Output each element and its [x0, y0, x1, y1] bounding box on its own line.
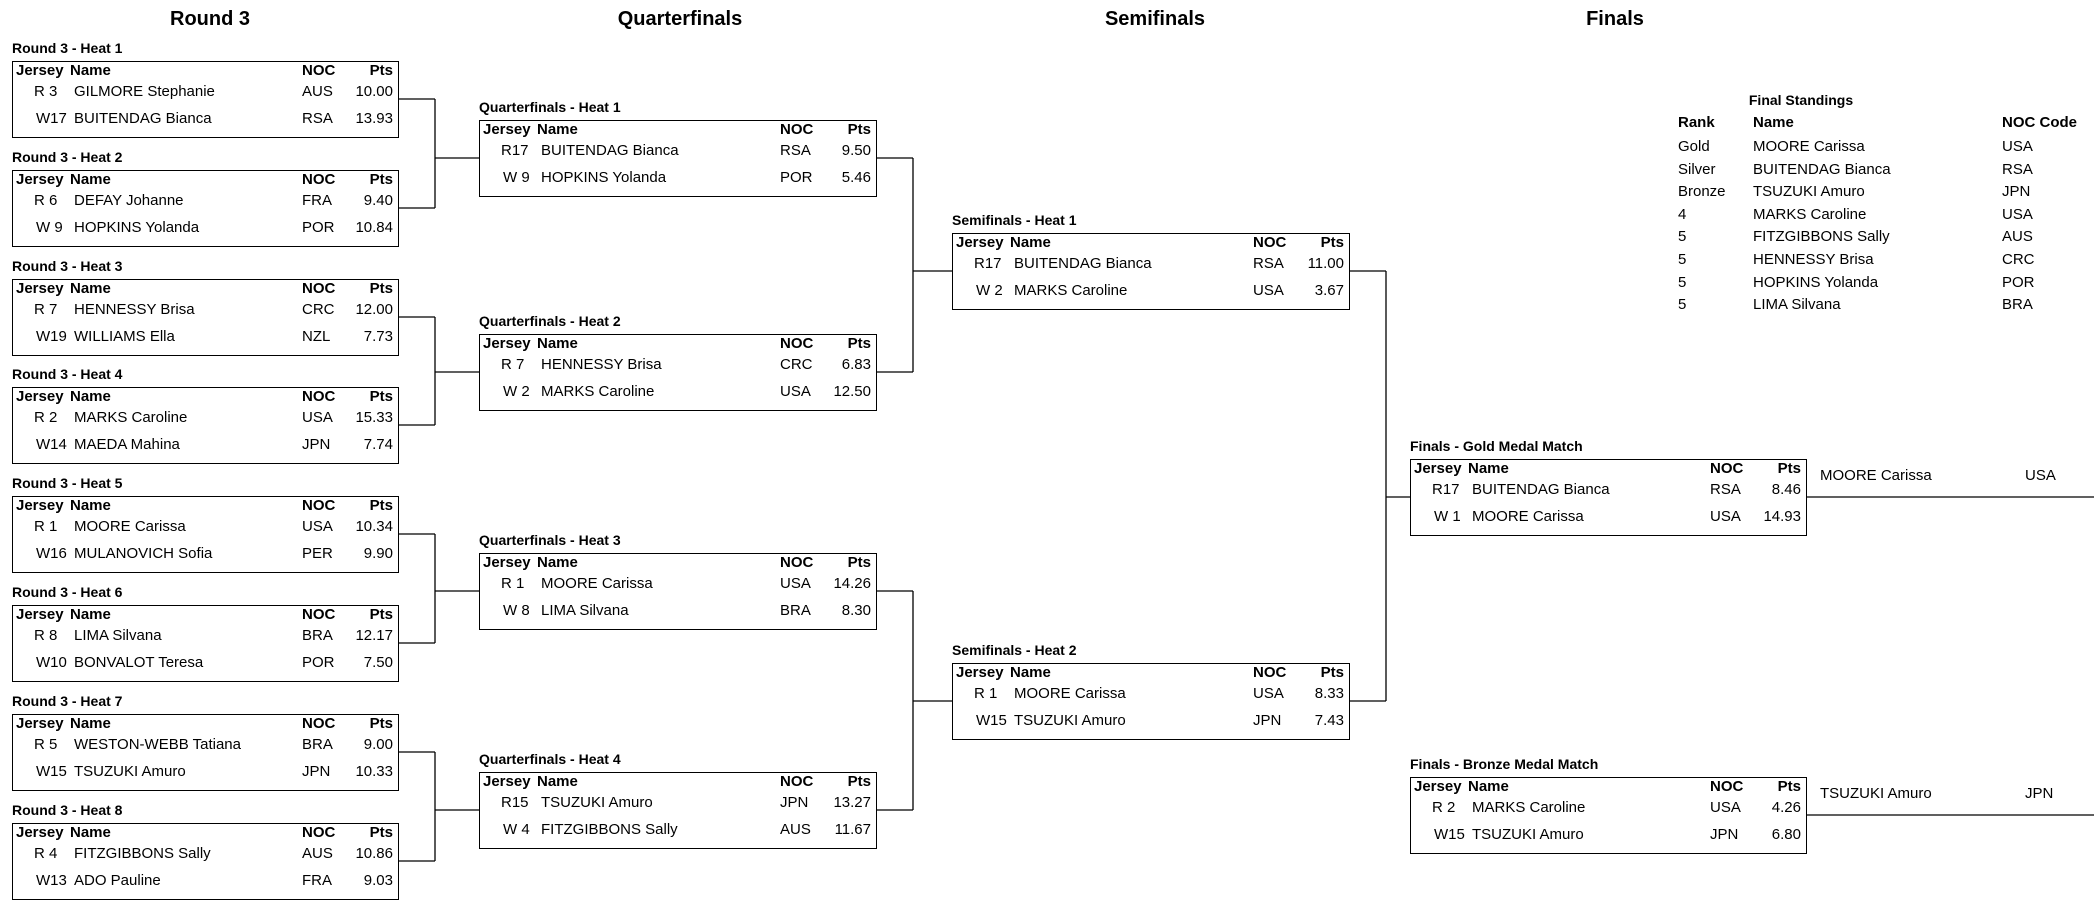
noc-header: NOC	[302, 715, 336, 732]
heat-title: Finals - Bronze Medal Match	[1410, 756, 1599, 772]
heat-title: Round 3 - Heat 8	[12, 802, 123, 818]
jersey-header: Jersey	[1414, 778, 1462, 795]
standings-rank-cell: 5	[1678, 296, 1687, 314]
heat-title: Finals - Gold Medal Match	[1410, 438, 1583, 454]
jersey-header: Jersey	[483, 554, 531, 571]
pts-header: Pts	[1777, 460, 1801, 477]
athlete-name-cell: BUITENDAG Bianca	[1472, 481, 1610, 498]
jersey-cell: R 1	[974, 685, 998, 702]
noc-cell: POR	[780, 169, 813, 186]
jersey-cell: W15	[976, 712, 1007, 729]
noc-cell: JPN	[780, 794, 809, 811]
jersey-cell: W17	[36, 110, 67, 127]
standings-noc-cell: AUS	[2002, 228, 2033, 246]
bronze-winner-noc: JPN	[2025, 785, 2054, 802]
athlete-name-cell: MOORE Carissa	[1472, 508, 1584, 525]
noc-cell: BRA	[302, 627, 333, 644]
standings-rank-header: Rank	[1678, 114, 1715, 131]
noc-cell: USA	[302, 518, 333, 535]
pts-header: Pts	[369, 62, 393, 79]
athlete-name-cell: HOPKINS Yolanda	[74, 219, 200, 236]
jersey-cell: W 4	[503, 821, 530, 838]
pts-header: Pts	[369, 824, 393, 841]
noc-header: NOC	[1710, 460, 1744, 477]
pts-header: Pts	[369, 171, 393, 188]
noc-cell: POR	[302, 219, 335, 236]
noc-header: NOC	[1253, 664, 1287, 681]
heat-title: Round 3 - Heat 6	[12, 584, 123, 600]
jersey-header: Jersey	[483, 335, 531, 352]
points-cell: 13.27	[833, 794, 871, 811]
standings-name-cell: HENNESSY Brisa	[1753, 251, 1874, 268]
name-header: Name	[70, 715, 111, 732]
points-cell: 7.73	[363, 328, 393, 345]
points-cell: 6.83	[841, 356, 871, 373]
noc-cell: PER	[302, 545, 333, 562]
athlete-name-cell: WILLIAMS Ella	[74, 328, 175, 345]
noc-cell: AUS	[780, 821, 811, 838]
pts-header: Pts	[369, 497, 393, 514]
athlete-name-cell: MARKS Caroline	[74, 409, 188, 426]
pts-header: Pts	[369, 280, 393, 297]
jersey-header: Jersey	[16, 171, 64, 188]
noc-cell: JPN	[302, 436, 331, 453]
points-cell: 9.40	[363, 192, 393, 209]
points-cell: 13.93	[355, 110, 393, 127]
jersey-cell: W13	[36, 872, 67, 889]
noc-cell: FRA	[302, 192, 332, 209]
athlete-name-cell: DEFAY Johanne	[74, 192, 184, 209]
athlete-name-cell: ADO Pauline	[74, 872, 161, 889]
jersey-header: Jersey	[16, 824, 64, 841]
athlete-name-cell: BUITENDAG Bianca	[541, 142, 679, 159]
standings-name-header: Name	[1753, 114, 1794, 131]
points-cell: 9.90	[363, 545, 393, 562]
standings-noc-cell: BRA	[2002, 296, 2033, 314]
standings-name-cell: FITZGIBBONS Sally	[1753, 228, 1890, 246]
quarterfinals-column-title: Quarterfinals	[617, 8, 743, 30]
athlete-name-cell: FITZGIBBONS Sally	[541, 821, 678, 838]
jersey-cell: R 7	[34, 301, 58, 318]
name-header: Name	[70, 497, 111, 514]
heat-title: Round 3 - Heat 5	[12, 475, 123, 491]
jersey-cell: R 1	[34, 518, 58, 535]
jersey-cell: R 3	[34, 83, 58, 100]
noc-cell: POR	[302, 654, 335, 671]
standings-title: Final Standings	[1748, 92, 1854, 108]
standings-rank-cell: Silver	[1678, 160, 1716, 178]
jersey-cell: R 1	[501, 575, 525, 592]
noc-cell: RSA	[1253, 255, 1284, 272]
points-cell: 10.86	[355, 845, 393, 862]
heat-title: Quarterfinals - Heat 1	[479, 99, 621, 115]
athlete-name-cell: GILMORE Stephanie	[74, 83, 215, 100]
points-cell: 15.33	[355, 409, 393, 426]
athlete-name-cell: TSUZUKI Amuro	[74, 763, 186, 780]
heat-title: Quarterfinals - Heat 2	[479, 313, 621, 329]
noc-header: NOC	[302, 388, 336, 405]
athlete-name-cell: MARKS Caroline	[1472, 799, 1586, 816]
noc-cell: CRC	[780, 356, 813, 373]
noc-header: NOC	[780, 335, 814, 352]
standings-rank-cell: 5	[1678, 251, 1687, 268]
standings-name-cell: LIMA Silvana	[1753, 296, 1841, 314]
points-cell: 10.34	[355, 518, 393, 535]
noc-cell: RSA	[1710, 481, 1741, 498]
pts-header: Pts	[847, 335, 871, 352]
noc-header: NOC	[302, 497, 336, 514]
points-cell: 9.00	[363, 736, 393, 753]
name-header: Name	[70, 824, 111, 841]
jersey-cell: W 2	[976, 282, 1003, 299]
name-header: Name	[537, 335, 578, 352]
jersey-header: Jersey	[16, 280, 64, 297]
jersey-cell: W 1	[1434, 508, 1461, 525]
jersey-header: Jersey	[16, 388, 64, 405]
jersey-cell: R 5	[34, 736, 58, 753]
noc-cell: FRA	[302, 872, 332, 889]
jersey-cell: R 2	[34, 409, 58, 426]
noc-header: NOC	[780, 773, 814, 790]
points-cell: 9.50	[841, 142, 871, 159]
standings-noc-cell: POR	[2002, 273, 2035, 291]
jersey-cell: R17	[501, 142, 529, 159]
points-cell: 11.00	[1307, 255, 1344, 272]
standings-name-cell: BUITENDAG Bianca	[1753, 160, 1891, 178]
name-header: Name	[537, 773, 578, 790]
name-header: Name	[70, 606, 111, 623]
jersey-header: Jersey	[16, 62, 64, 79]
noc-cell: JPN	[1253, 712, 1282, 729]
pts-header: Pts	[847, 554, 871, 571]
jersey-header: Jersey	[1414, 460, 1462, 477]
bronze-winner-name: TSUZUKI Amuro	[1820, 785, 1932, 802]
points-cell: 14.26	[833, 575, 871, 592]
jersey-cell: R 6	[34, 192, 58, 209]
standings-name-cell: TSUZUKI Amuro	[1753, 183, 1865, 201]
heat-title: Semifinals - Heat 2	[952, 642, 1077, 658]
points-cell: 12.00	[355, 301, 393, 318]
jersey-header: Jersey	[16, 606, 64, 623]
noc-cell: USA	[1710, 508, 1741, 525]
jersey-cell: W16	[36, 545, 67, 562]
jersey-header: Jersey	[956, 664, 1004, 681]
athlete-name-cell: MOORE Carissa	[1014, 685, 1126, 702]
heat-title: Round 3 - Heat 1	[12, 40, 123, 56]
jersey-header: Jersey	[956, 234, 1004, 251]
pts-header: Pts	[369, 715, 393, 732]
noc-cell: NZL	[302, 328, 331, 345]
points-cell: 7.74	[363, 436, 393, 453]
points-cell: 7.43	[1314, 712, 1344, 729]
athlete-name-cell: FITZGIBBONS Sally	[74, 845, 211, 862]
points-cell: 12.50	[833, 383, 871, 400]
noc-header: NOC	[302, 824, 336, 841]
name-header: Name	[1468, 460, 1509, 477]
noc-header: NOC	[780, 554, 814, 571]
athlete-name-cell: BUITENDAG Bianca	[1014, 255, 1152, 272]
name-header: Name	[1010, 664, 1051, 681]
name-header: Name	[1010, 234, 1051, 251]
noc-cell: AUS	[302, 83, 333, 100]
noc-cell: BRA	[780, 602, 811, 619]
points-cell: 14.93	[1763, 508, 1801, 525]
noc-cell: USA	[780, 383, 811, 400]
athlete-name-cell: TSUZUKI Amuro	[1014, 712, 1126, 729]
athlete-name-cell: WESTON-WEBB Tatiana	[74, 736, 241, 753]
noc-cell: USA	[1253, 282, 1284, 299]
standings-noc-cell: CRC	[2002, 251, 2035, 268]
athlete-name-cell: MOORE Carissa	[541, 575, 653, 592]
jersey-cell: W15	[1434, 826, 1465, 843]
jersey-cell: R15	[501, 794, 529, 811]
heat-title: Quarterfinals - Heat 4	[479, 751, 621, 767]
points-cell: 8.33	[1314, 685, 1344, 702]
athlete-name-cell: HENNESSY Brisa	[541, 356, 662, 373]
jersey-header: Jersey	[16, 715, 64, 732]
athlete-name-cell: MAEDA Mahina	[74, 436, 180, 453]
heat-title: Round 3 - Heat 2	[12, 149, 123, 165]
noc-cell: USA	[1253, 685, 1284, 702]
points-cell: 7.50	[363, 654, 393, 671]
jersey-cell: W 8	[503, 602, 530, 619]
jersey-cell: R17	[1432, 481, 1460, 498]
jersey-cell: W10	[36, 654, 67, 671]
athlete-name-cell: TSUZUKI Amuro	[541, 794, 653, 811]
jersey-cell: W19	[36, 328, 67, 345]
standings-noc-cell: USA	[2002, 205, 2033, 223]
athlete-name-cell: LIMA Silvana	[74, 627, 162, 644]
jersey-cell: W 9	[503, 169, 530, 186]
heat-title: Semifinals - Heat 1	[952, 212, 1077, 228]
heat-title: Round 3 - Heat 3	[12, 258, 123, 274]
athlete-name-cell: BONVALOT Teresa	[74, 654, 204, 671]
pts-header: Pts	[369, 388, 393, 405]
round3-column-title: Round 3	[170, 8, 250, 30]
name-header: Name	[70, 388, 111, 405]
athlete-name-cell: TSUZUKI Amuro	[1472, 826, 1584, 843]
name-header: Name	[537, 554, 578, 571]
noc-header: NOC	[1253, 234, 1287, 251]
points-cell: 11.67	[834, 821, 871, 838]
name-header: Name	[70, 171, 111, 188]
points-cell: 8.46	[1771, 481, 1801, 498]
noc-cell: AUS	[302, 845, 333, 862]
jersey-cell: W 9	[36, 219, 63, 236]
name-header: Name	[537, 121, 578, 138]
noc-cell: USA	[780, 575, 811, 592]
athlete-name-cell: MARKS Caroline	[541, 383, 655, 400]
semifinals-column-title: Semifinals	[1104, 8, 1206, 30]
heat-title: Round 3 - Heat 4	[12, 366, 123, 382]
heat-title: Round 3 - Heat 7	[12, 693, 123, 709]
standings-rank-cell: 5	[1678, 228, 1687, 246]
noc-header: NOC	[302, 171, 336, 188]
noc-cell: USA	[1710, 799, 1741, 816]
points-cell: 9.03	[363, 872, 393, 889]
noc-cell: RSA	[780, 142, 811, 159]
pts-header: Pts	[847, 773, 871, 790]
standings-noc-cell: JPN	[2002, 183, 2031, 201]
noc-header: NOC	[1710, 778, 1744, 795]
noc-cell: JPN	[302, 763, 331, 780]
athlete-name-cell: MULANOVICH Sofia	[74, 545, 213, 562]
jersey-cell: R 8	[34, 627, 58, 644]
jersey-cell: R 2	[1432, 799, 1456, 816]
standings-noc-cell: USA	[2002, 138, 2033, 155]
points-cell: 8.30	[841, 602, 871, 619]
athlete-name-cell: LIMA Silvana	[541, 602, 629, 619]
standings-rank-cell: 4	[1678, 205, 1687, 223]
standings-rank-cell: 5	[1678, 273, 1687, 291]
athlete-name-cell: HENNESSY Brisa	[74, 301, 195, 318]
pts-header: Pts	[369, 606, 393, 623]
jersey-header: Jersey	[16, 497, 64, 514]
noc-cell: RSA	[302, 110, 333, 127]
standings-name-cell: HOPKINS Yolanda	[1753, 273, 1879, 291]
points-cell: 4.26	[1771, 799, 1801, 816]
jersey-header: Jersey	[483, 773, 531, 790]
standings-rank-cell: Gold	[1678, 138, 1710, 155]
jersey-cell: R 7	[501, 356, 525, 373]
name-header: Name	[1468, 778, 1509, 795]
jersey-cell: W15	[36, 763, 67, 780]
points-cell: 10.84	[355, 219, 393, 236]
noc-header: NOC	[780, 121, 814, 138]
pts-header: Pts	[1320, 664, 1344, 681]
athlete-name-cell: MARKS Caroline	[1014, 282, 1128, 299]
points-cell: 12.17	[355, 627, 393, 644]
noc-header: NOC	[302, 62, 336, 79]
gold-winner-name: MOORE Carissa	[1820, 467, 1932, 484]
points-cell: 10.00	[355, 83, 393, 100]
noc-header: NOC	[302, 606, 336, 623]
noc-cell: CRC	[302, 301, 335, 318]
finals-column-title: Finals	[1586, 8, 1644, 30]
heat-title: Quarterfinals - Heat 3	[479, 532, 621, 548]
standings-name-cell: MARKS Caroline	[1753, 205, 1867, 223]
standings-noc-header: NOC Code	[2002, 114, 2077, 131]
noc-cell: USA	[302, 409, 333, 426]
standings-rank-cell: Bronze	[1678, 183, 1726, 201]
jersey-cell: R 4	[34, 845, 58, 862]
points-cell: 5.46	[841, 169, 871, 186]
name-header: Name	[70, 62, 111, 79]
pts-header: Pts	[847, 121, 871, 138]
athlete-name-cell: BUITENDAG Bianca	[74, 110, 212, 127]
points-cell: 6.80	[1771, 826, 1801, 843]
standings-noc-cell: RSA	[2002, 160, 2033, 178]
points-cell: 3.67	[1314, 282, 1344, 299]
points-cell: 10.33	[355, 763, 393, 780]
jersey-cell: R17	[974, 255, 1002, 272]
athlete-name-cell: HOPKINS Yolanda	[541, 169, 667, 186]
name-header: Name	[70, 280, 111, 297]
athlete-name-cell: MOORE Carissa	[74, 518, 186, 535]
jersey-cell: W14	[36, 436, 67, 453]
standings-name-cell: MOORE Carissa	[1753, 138, 1865, 155]
jersey-header: Jersey	[483, 121, 531, 138]
noc-cell: BRA	[302, 736, 333, 753]
pts-header: Pts	[1320, 234, 1344, 251]
noc-header: NOC	[302, 280, 336, 297]
jersey-cell: W 2	[503, 383, 530, 400]
noc-cell: JPN	[1710, 826, 1739, 843]
pts-header: Pts	[1777, 778, 1801, 795]
gold-winner-noc: USA	[2025, 467, 2056, 484]
